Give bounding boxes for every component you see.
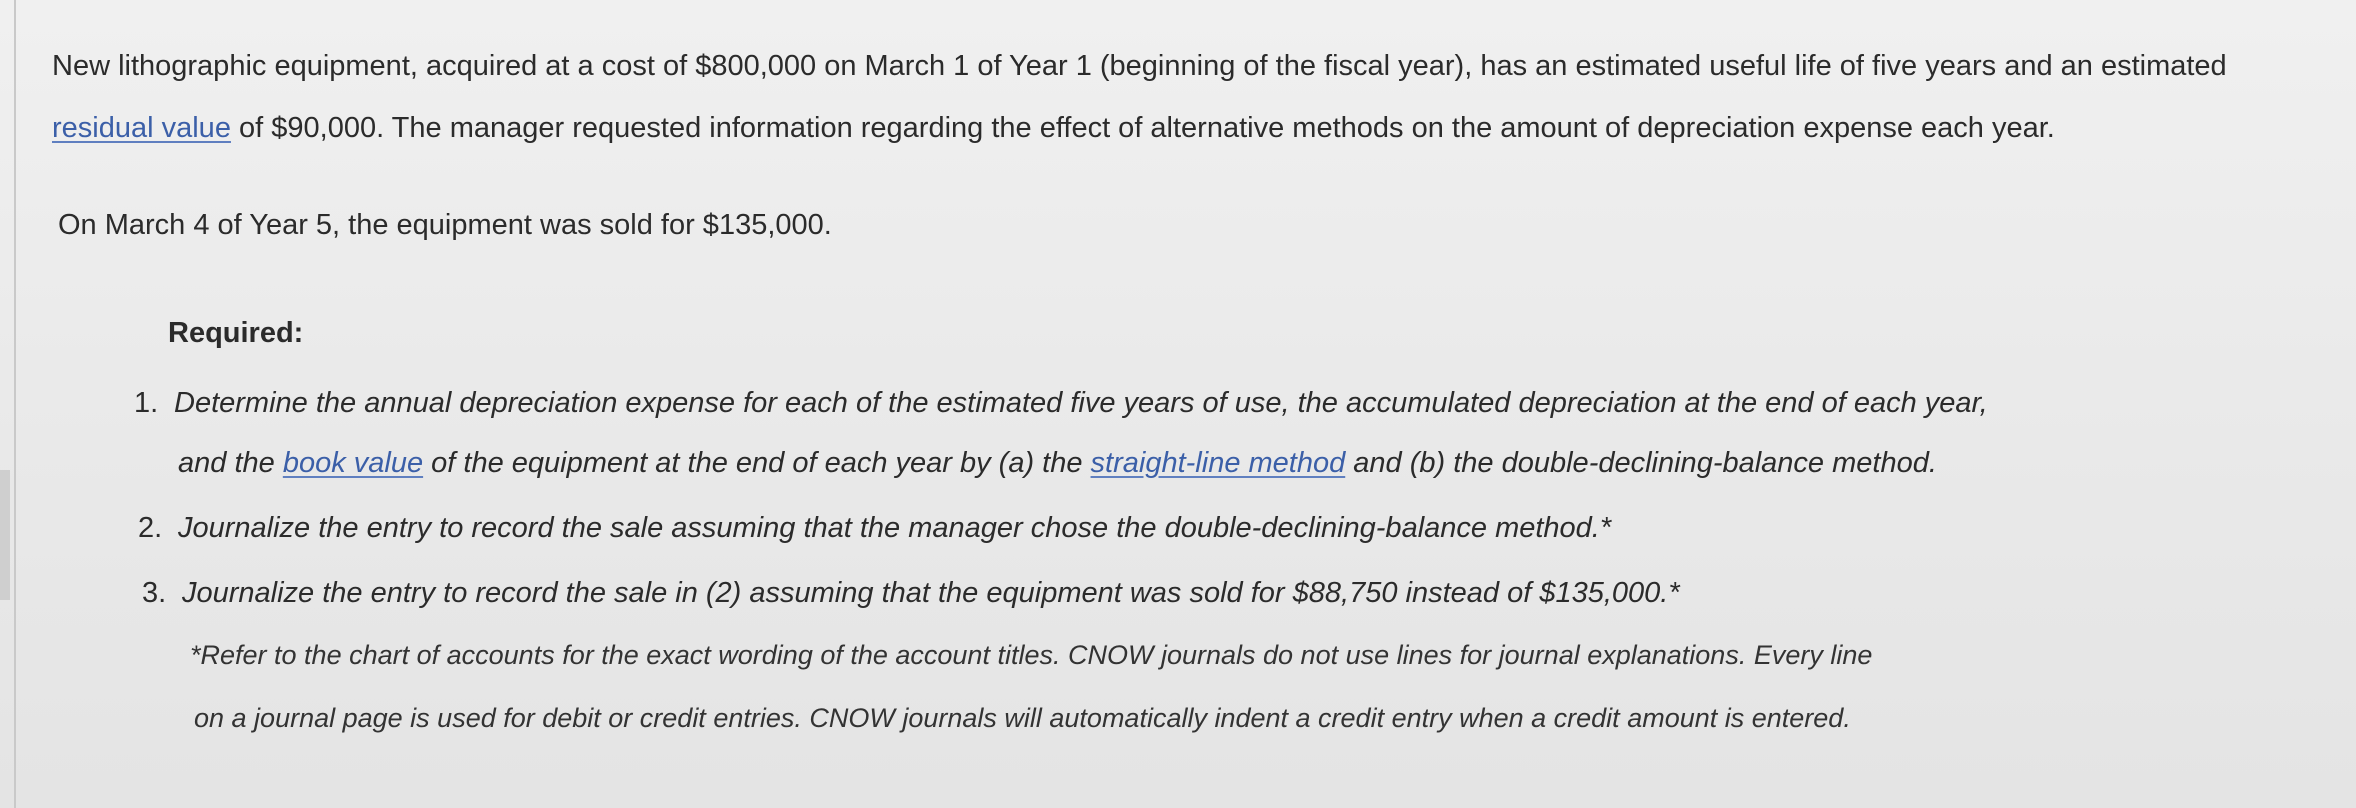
straight-line-method-link[interactable]: straight-line method [1090,447,1346,479]
left-edge-shadow [0,470,10,600]
required-heading: Required: [168,317,304,349]
intro-line-2 [52,110,2055,147]
item-1-text-a: and the [178,447,283,479]
book-value-link[interactable]: book value [282,447,424,479]
item-2-text: Journalize the entry to record the sale assuming that the manager chose the double-declining-balance method.* [178,512,1612,544]
item-3-text: Journalize the entry to record the sale in (2) assuming that the equipment was sold for $88,750 instead of $135,000.* [182,577,1680,609]
residual-value-link[interactable]: residual value [52,112,231,144]
sale-statement: On March 4 of Year 5, the equipment was sold for $135,000. [58,209,832,241]
footnote-line-2: on a journal page is used for debit or credit entries. CNOW journals will automatically indent a credit entry when a credit amount is entered. [194,703,1851,733]
item-2-number: 2. [138,512,163,544]
intro-line-1: New lithographic equipment, acquired at a cost of $800,000 on March 1 of Year 1 (beginning of the fiscal year), has an estimated useful life of five years and an estimated [52,50,2227,82]
item-1-line-2 [178,447,1937,480]
footnote-line-1: *Refer to the chart of accounts for the exact wording of the account titles. CNOW journals do not use lines for journal explanations. Every line [190,640,1873,670]
item-3-number: 3. [142,577,167,609]
left-border [14,0,16,808]
item-1-text-c: and (b) the double-declining-balance method. [1345,447,1937,479]
item-1-text-b: of the equipment at the end of each year by (a) the [423,447,1091,479]
item-1-number: 1. [134,387,159,419]
item-1-line-1: Determine the annual depreciation expense for each of the estimated five years of use, the accumulated depreciation at the end of each year, [174,387,1988,419]
intro-line-2-text: of $90,000. The manager requested information regarding the effect of alternative methods on the amount of depreciation expense each year. [230,112,2055,144]
